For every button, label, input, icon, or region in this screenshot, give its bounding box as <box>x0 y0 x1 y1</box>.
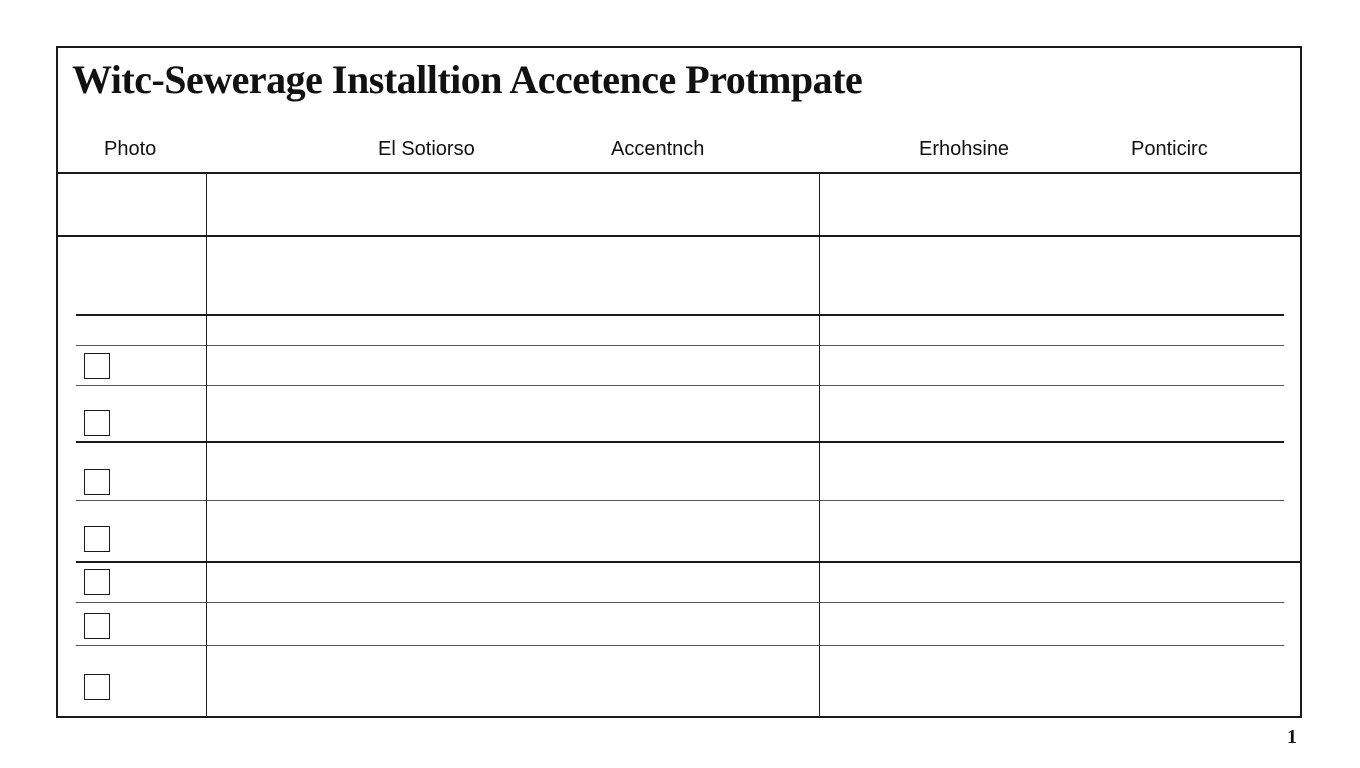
row-divider <box>76 561 1301 563</box>
row-divider <box>76 441 1284 443</box>
row-divider <box>76 645 1284 646</box>
checkbox-6[interactable] <box>84 613 110 639</box>
checkbox-4[interactable] <box>84 526 110 552</box>
row-divider <box>58 235 1301 237</box>
column-header-4: Erhohsine <box>919 138 1010 160</box>
column-divider <box>819 173 820 718</box>
column-divider <box>206 173 207 718</box>
header-divider <box>58 172 1301 174</box>
row-divider <box>76 345 1284 346</box>
column-header-photo: Photo <box>104 138 157 160</box>
column-header-5: Ponticirc <box>1131 138 1208 160</box>
form-title: Witc-Sewerage Installtion Accetence Protmpate <box>72 57 863 102</box>
checkbox-5[interactable] <box>84 569 110 595</box>
column-header-3: Accentnch <box>611 138 705 160</box>
checkbox-1[interactable] <box>84 353 110 379</box>
checkbox-2[interactable] <box>84 410 110 436</box>
row-divider <box>76 602 1284 603</box>
checkbox-3[interactable] <box>84 469 110 495</box>
row-divider <box>76 385 1284 386</box>
checkbox-7[interactable] <box>84 674 110 700</box>
form-frame <box>56 46 1302 718</box>
row-divider <box>76 500 1284 501</box>
row-divider <box>76 314 1284 316</box>
column-header-2: El Sotiorso <box>378 138 475 160</box>
page-number: 1 <box>1287 726 1297 748</box>
